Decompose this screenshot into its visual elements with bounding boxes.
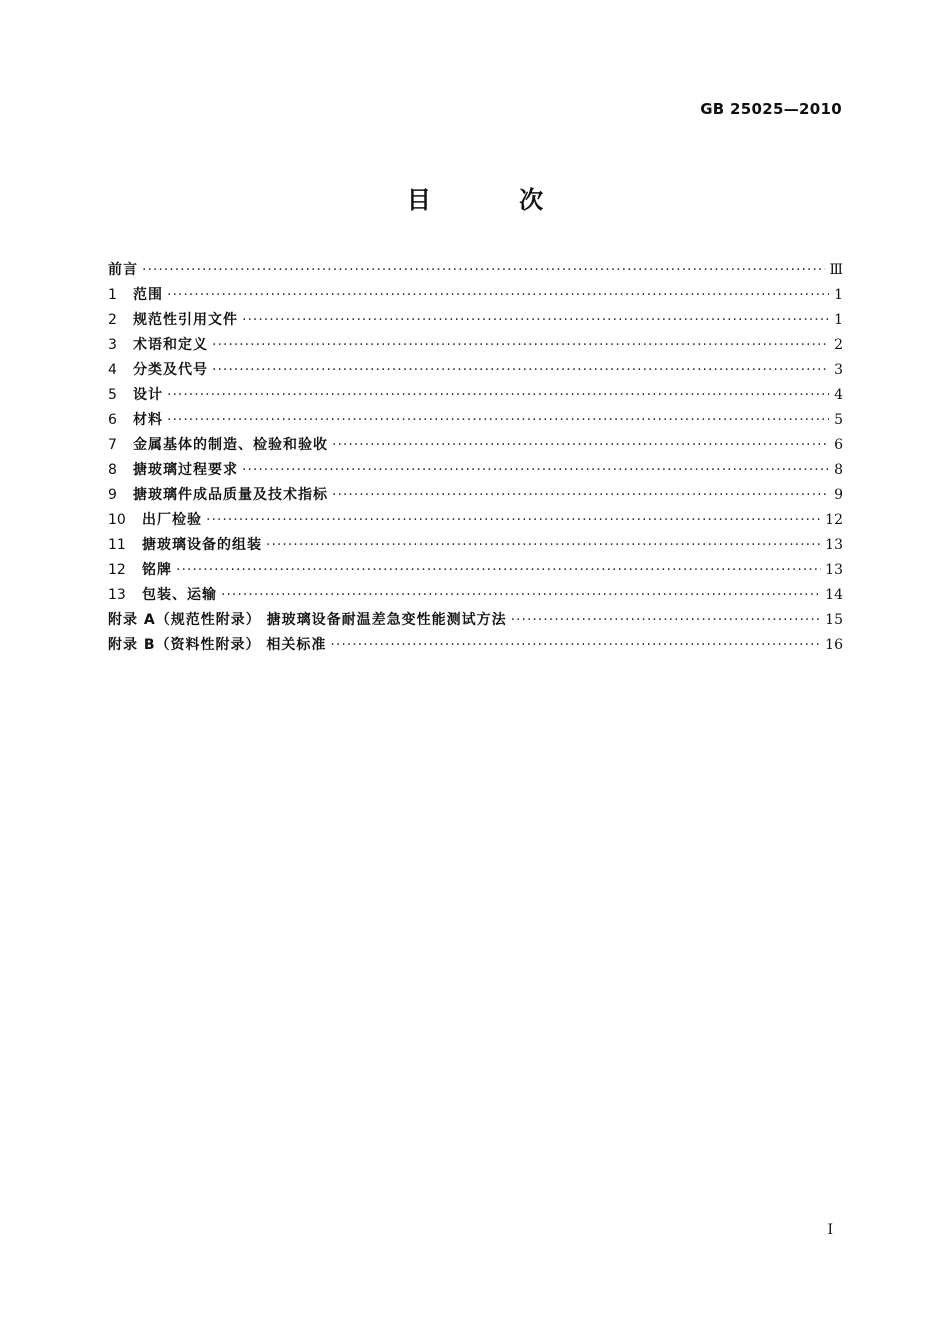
toc-entry-number: 8 [108, 462, 117, 478]
toc-entry-11[interactable] [108, 534, 843, 559]
toc-entry-appendix-a[interactable] [108, 609, 843, 634]
toc-entry-label: 前言 [108, 262, 138, 278]
toc-entry-label: 设计 [133, 387, 163, 403]
toc-entry-label: 范围 [133, 287, 163, 303]
toc-entry-number: 1 [108, 287, 117, 303]
toc-entry-page: 13 [825, 537, 843, 553]
toc-entry-4[interactable] [108, 359, 843, 384]
toc-entry-label: 包装、运输 [142, 587, 217, 603]
toc-entry-page: 13 [825, 562, 843, 578]
leader-dots [212, 337, 829, 353]
toc-entry-page: Ⅲ [829, 262, 843, 278]
document-code: GB 25025—2010 [700, 100, 842, 118]
toc-entry-label: 附录 B（资料性附录） 相关标准 [108, 637, 327, 653]
toc-entry-page: 14 [825, 587, 843, 603]
toc-entry-label: 材料 [133, 412, 163, 428]
toc-entry-page: 5 [834, 412, 843, 428]
toc-entry-label: 分类及代号 [133, 362, 208, 378]
toc-entry-page: 16 [825, 637, 843, 653]
leader-dots [511, 612, 822, 628]
toc-entry-page: 8 [834, 462, 843, 478]
toc-entry-6[interactable] [108, 409, 843, 434]
page-title: 目 次 [406, 186, 584, 214]
toc-entry-label: 规范性引用文件 [133, 312, 238, 328]
toc-entry-page: 1 [834, 312, 843, 328]
leader-dots [330, 637, 821, 653]
toc-entry-number: 9 [108, 487, 117, 503]
leader-dots [242, 312, 829, 328]
leader-dots [167, 412, 829, 428]
toc-entry-page: 3 [834, 362, 843, 378]
toc-entry-number: 7 [108, 437, 117, 453]
page-number: I [827, 1222, 833, 1238]
leader-dots [167, 287, 829, 303]
toc-entry-label: 搪玻璃设备的组装 [142, 537, 262, 553]
toc-entry-10[interactable] [108, 509, 843, 534]
toc-entry-label: 术语和定义 [133, 337, 208, 353]
leader-dots [206, 512, 821, 528]
toc-entry-3[interactable] [108, 334, 843, 359]
toc-entry-preface[interactable] [108, 259, 843, 284]
toc-entry-page: 2 [834, 337, 843, 353]
toc-entry-page: 6 [834, 437, 843, 453]
toc-entry-13[interactable] [108, 584, 843, 609]
toc-entry-number: 5 [108, 387, 117, 403]
toc-entry-page: 4 [834, 387, 843, 403]
toc-entry-number: 13 [108, 587, 126, 603]
toc-entry-label: 铭牌 [142, 562, 172, 578]
toc-entry-page: 15 [825, 612, 843, 628]
leader-dots [212, 362, 829, 378]
toc-entry-12[interactable] [108, 559, 843, 584]
toc-entry-number: 6 [108, 412, 117, 428]
leader-dots [221, 587, 821, 603]
toc-entry-1[interactable] [108, 284, 843, 309]
toc-entry-appendix-b[interactable] [108, 634, 843, 659]
toc-entry-8[interactable] [108, 459, 843, 484]
toc-entry-label: 附录 A（规范性附录） 搪玻璃设备耐温差急变性能测试方法 [108, 612, 507, 628]
toc-entry-9[interactable] [108, 484, 843, 509]
toc-entry-number: 4 [108, 362, 117, 378]
toc-entry-number: 11 [108, 537, 126, 553]
toc-entry-page: 12 [825, 512, 843, 528]
leader-dots [266, 537, 821, 553]
toc-entry-7[interactable] [108, 434, 843, 459]
toc-entry-label: 金属基体的制造、检验和验收 [133, 437, 328, 453]
leader-dots [242, 462, 829, 478]
leader-dots [332, 437, 829, 453]
toc-entry-number: 3 [108, 337, 117, 353]
toc-entry-number: 2 [108, 312, 117, 328]
toc-entry-label: 出厂检验 [142, 512, 202, 528]
toc-entry-2[interactable] [108, 309, 843, 334]
toc-entry-label: 搪玻璃件成品质量及技术指标 [133, 487, 328, 503]
toc-entry-number: 10 [108, 512, 126, 528]
leader-dots [142, 262, 825, 278]
table-of-contents [108, 259, 843, 659]
leader-dots [332, 487, 829, 503]
toc-entry-page: 1 [834, 287, 843, 303]
toc-entry-page: 9 [834, 487, 843, 503]
toc-entry-5[interactable] [108, 384, 843, 409]
toc-entry-label: 搪玻璃过程要求 [133, 462, 238, 478]
toc-entry-number: 12 [108, 562, 126, 578]
leader-dots [167, 387, 829, 403]
leader-dots [176, 562, 821, 578]
